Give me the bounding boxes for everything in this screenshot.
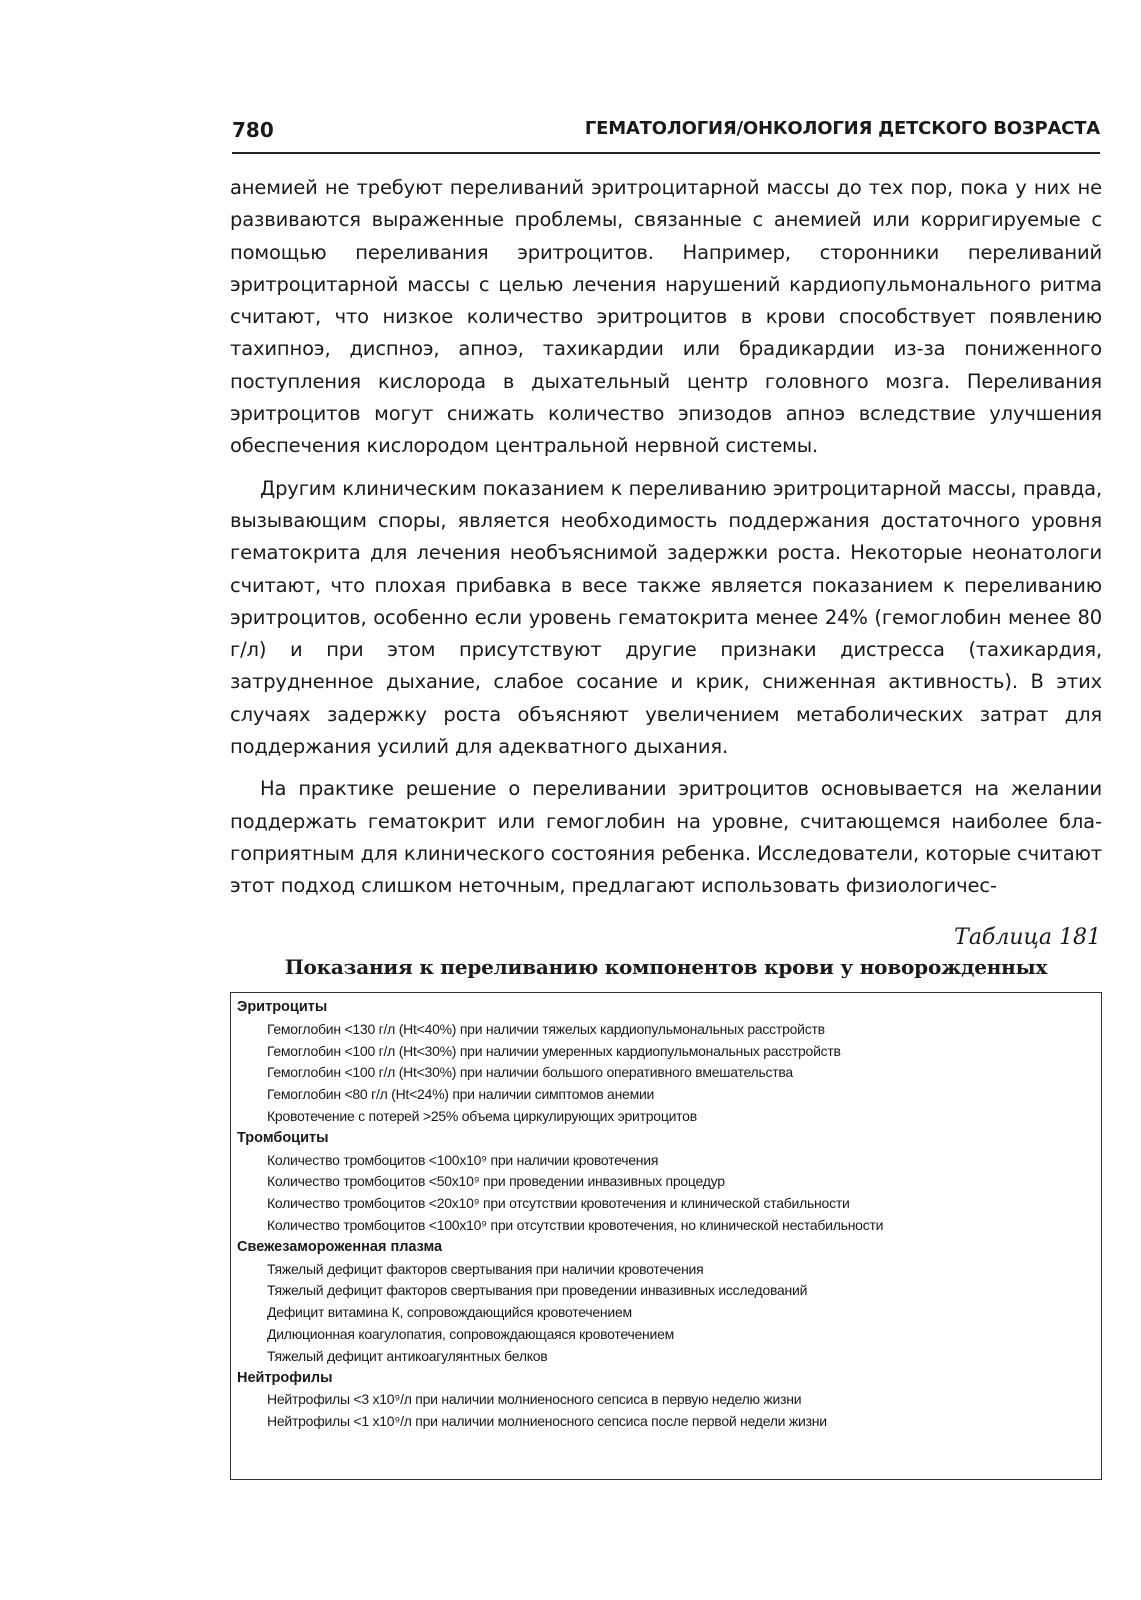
table-row: Дефицит витамина К, сопровождающийся кровотечением xyxy=(267,1304,632,1321)
paragraph-3: На практике решение о переливании эритроцитов основывается на желании поддержать гематокрит или гемоглобин на уровне, считающемся наиболее благоприятным для клинического состояния ребенка. Исследователи, которые считают этот подход слишком неточным, предлагают использовать физиологичес- xyxy=(230,777,1102,898)
table-row: Количество тромбоцитов <100x10⁹ при отсутствии кровотечения, но клинической нестабильности xyxy=(267,1216,884,1233)
table-row: Гемоглобин <130 г/л (Ht<40%) при наличии тяжелых кардиопульмональных расстройств xyxy=(267,1020,825,1037)
table-title: Показания к переливанию компонентов крови у новорожденных xyxy=(284,955,1048,979)
table-row: Количество тромбоцитов <50x10⁹ при проведении инвазивных процедур xyxy=(267,1173,725,1190)
table-row: Тяжелый дефицит факторов свертывания при наличии кровотечения xyxy=(267,1260,704,1277)
table-row: Тяжелый дефицит факторов свертывания при проведении инвазивных исследований xyxy=(267,1282,808,1299)
indications-table xyxy=(230,992,1102,1480)
group-heading-neutrophils: Нейтрофилы xyxy=(237,1369,333,1386)
table-rows xyxy=(237,997,1097,1433)
page-number: 780 xyxy=(232,118,274,142)
table-row: Тяжелый дефицит антикоагулянтных белков xyxy=(267,1347,548,1364)
table-row: Кровотечение с потерей >25% объема циркулирующих эритроцитов xyxy=(267,1107,697,1124)
table-row: Дилюционная коагулопатия, сопровождающаяся кровотечением xyxy=(267,1325,674,1342)
table-row: Количество тромбоцитов <20x10⁹ при отсутствии кровотечения и клинической стабильности xyxy=(267,1195,850,1212)
running-header xyxy=(232,118,1100,154)
table-row: Нейтрофилы <3 x10⁹/л при наличии молниеносного сепсиса в первую неделю жизни xyxy=(267,1391,802,1408)
group-heading-platelets: Тромбоциты xyxy=(237,1129,329,1146)
paragraph-2: Другим клиническим показанием к переливанию эритроцитарной массы, правда, вызывающим споры, является необходимость поддержания достаточного уровня гематокрита для лечения необъяснимой задержки роста. Некоторые неонатологи считают, что плохая прибавка в весе также является показанием к переливанию эритроцитов, особенно если уровень гематокрита менее 24% (гемоглобин менее 80 г/л) и при этом присутствуют другие признаки дистресса (тахикардия, затрудненное дыхание, слабое сосание и крик, сниженная активность). В этих случаях задержку роста объясняют увеличением метаболических затрат для поддержания усилий для адекватного дыхания. xyxy=(230,476,1102,759)
group-heading-erythrocytes: Эритроциты xyxy=(237,999,328,1015)
table-row: Количество тромбоцитов <100x10⁹ при наличии кровотечения xyxy=(267,1151,659,1168)
chapter-title: ГЕМАТОЛОГИЯ/ОНКОЛОГИЯ ДЕТСКОГО ВОЗРАСТА xyxy=(584,118,1100,139)
table-label: Таблица 181 xyxy=(954,925,1101,950)
group-heading-plasma: Свежезамороженная плазма xyxy=(237,1238,443,1255)
table-row: Нейтрофилы <1 x10⁹/л при наличии молниеносного сепсиса после первой недели жизни xyxy=(267,1413,827,1430)
table-row: Гемоглобин <100 г/л (Ht<30%) при наличии умеренных кардиопульмональных расстройств xyxy=(267,1042,841,1059)
table-row: Гемоглобин <100 г/л (Ht<30%) при наличии большого оперативного вмешательства xyxy=(267,1064,793,1081)
table-row: Гемоглобин <80 г/л (Ht<24%) при наличии симптомов анемии xyxy=(267,1086,655,1103)
body-text xyxy=(230,172,1102,913)
paragraph-1: анемией не требуют переливаний эритроцитарной массы до тех пор, пока у них не развиваются выраженные проблемы, связанные с анемией или корригируемые с помощью переливания эритроцитов. Например, сторонники переливаний эритроцитарной массы с целью лечения нарушений кардиопульмонального ритма считают, что низкое количество эритроцитов в крови способствует появлению тахипноэ, диспноэ, апноэ, тахикардии или брадикардии из-за пониженного поступления кислорода в дыхательный центр головного мозга. Переливания эритроцитов могут снижать количество эпизодов апноэ вследствие улучшения обеспечения кислородом центральной нервной системы. xyxy=(230,176,1102,458)
